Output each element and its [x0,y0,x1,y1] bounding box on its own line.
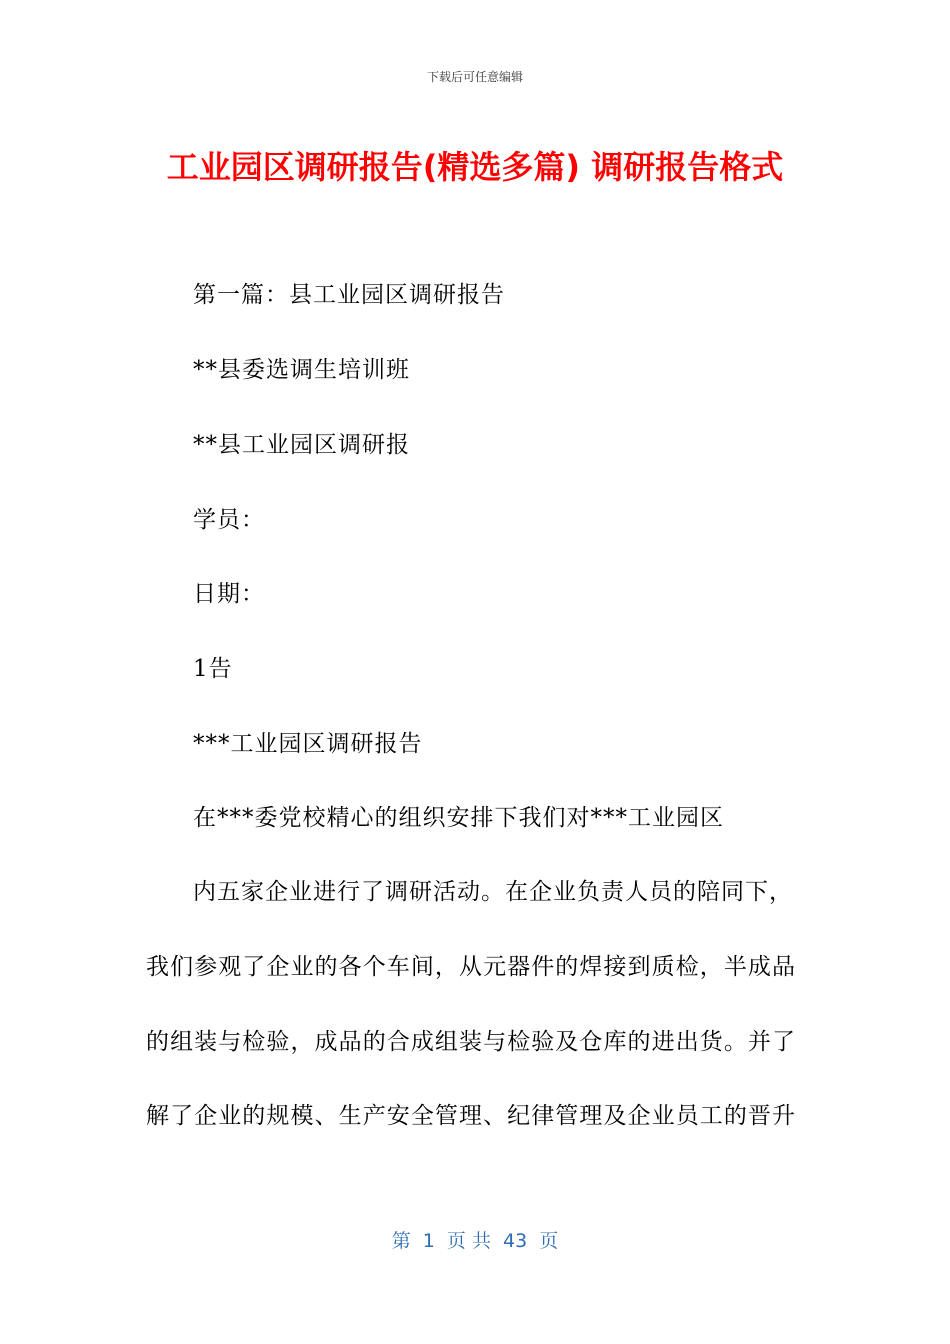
paragraph-11: 的组装与检验，成品的合成组装与检验及仓库的进出货。并了 [146,1029,796,1055]
paragraph-2: **县委选调生培训班 [193,357,410,383]
page-header-note: 下载后可任意编辑 [426,70,523,84]
paragraph-7: ***工业园区调研报告 [193,731,423,757]
paragraph-4: 学员： [193,507,265,533]
paragraph-6: 1告 [193,656,233,682]
document-title: 工业园区调研报告(精选多篇) 调研报告格式 [166,148,784,186]
paragraph-10: 我们参观了企业的各个车间，从元器件的焊接到质检，半成品 [146,954,796,980]
paragraph-1: 第一篇：县工业园区调研报告 [193,282,505,308]
paragraph-3: **县工业园区调研报 [193,432,410,458]
paragraph-8: 在***委党校精心的组织安排下我们对***工业园区 [193,805,724,831]
page-number-footer: 第 1 页 共 43 页 [391,1230,559,1252]
paragraph-5: 日期： [193,581,265,607]
paragraph-9: 内五家企业进行了调研活动。在企业负责人员的陪同下， [193,879,793,905]
paragraph-12: 解了企业的规模、生产安全管理、纪律管理及企业员工的晋升 [146,1103,796,1129]
